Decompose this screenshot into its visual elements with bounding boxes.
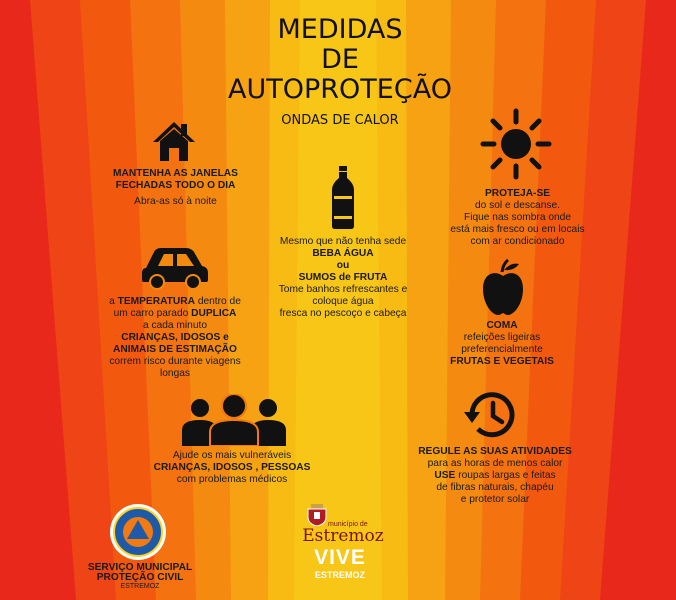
sun-line-5: com ar condicionado [470, 236, 565, 247]
sun-line-1: PROTEJA-SE [484, 188, 551, 199]
water-line-4: SUMOS de FRUTA [298, 272, 388, 283]
activity-line-1: REGULE AS SUAS ATIVIDADES [418, 446, 572, 457]
home-line-3: Abra-as só à noite [134, 196, 217, 207]
food-line-4: FRUTAS E VEGETAIS [450, 356, 554, 367]
people-group-icon [180, 394, 288, 446]
activity-line-2: para as horas de menos calor [427, 458, 563, 469]
title-line-1: MEDIDAS [277, 14, 403, 45]
food-line-2: refeições ligeiras [463, 332, 541, 343]
home-line-2: FECHADAS TODO O DIA [115, 180, 236, 191]
activity-line-5: e protetor solar [460, 494, 530, 505]
car-line-2: um carro parado DUPLICA [113, 308, 237, 319]
people-line-1: Ajude os mais vulneráveis [172, 450, 292, 461]
water-line-1: Mesmo que não tenha sede [279, 236, 407, 247]
car-icon [140, 246, 210, 290]
sun-block [440, 188, 595, 248]
sun-line-3: Fique nas sombra onde [463, 212, 572, 223]
municipality-small: município de [328, 521, 368, 528]
vive-logo: VIVE [314, 546, 366, 569]
civil-line-2: PROTEÇÃO CIVIL [96, 572, 184, 583]
water-line-7: fresca no pescoço e cabeça [279, 308, 407, 319]
title-line-2: DE [321, 44, 359, 75]
car-line-1: a TEMPERATURA dentro de [109, 296, 241, 307]
civil-line-3: ESTREMOZ [120, 583, 160, 590]
apple-icon [481, 258, 525, 316]
food-line-1: COMA [486, 320, 518, 331]
water-bottle-icon [330, 166, 356, 230]
civil-logo-text [80, 563, 200, 591]
car-line-6: correm risco durante viagens [109, 356, 241, 367]
water-line-2: BEBA ÁGUA [312, 248, 374, 259]
car-line-5: ANIMAIS DE ESTIMAÇÃO [113, 344, 237, 355]
activity-line-4: de fibras naturais, chapéu [436, 482, 554, 493]
water-line-6: coloque água [312, 296, 374, 307]
title-line-3: AUTOPROTEÇÃO [228, 74, 452, 105]
activity-line-3: USE roupas largas e feitas [434, 470, 556, 481]
sun-line-2: do sol e descanse. [475, 200, 560, 211]
car-line-7: longas [159, 368, 191, 379]
clock-history-icon [462, 390, 520, 440]
home-line-1: MANTENHA AS JANELAS [113, 168, 238, 179]
coat-of-arms-icon [307, 504, 327, 526]
subtitle: ONDAS DE CALOR [281, 113, 399, 128]
sun-icon [480, 108, 552, 180]
people-line-2: CRIANÇAS, IDOSOS , PESSOAS [153, 462, 311, 473]
car-line-4: CRIANÇAS, IDOSOS e [121, 332, 229, 343]
civil-protection-emblem-icon [108, 502, 168, 562]
water-block [258, 236, 428, 320]
civil-line-1: SERVIÇO MUNICIPAL [87, 562, 193, 573]
sun-line-4: está mais fresco ou em locais [450, 224, 585, 235]
people-line-3: com problemas médicos [176, 474, 288, 485]
municipality-name: Estremoz [302, 526, 384, 546]
home-block [88, 168, 263, 208]
food-line-3: preferencialmente [461, 344, 543, 355]
car-line-3: a cada minuto [143, 320, 207, 331]
food-block [442, 320, 562, 368]
people-block [146, 450, 318, 486]
house-icon [152, 120, 196, 162]
vive-logo-sub: ESTREMOZ [314, 570, 365, 580]
water-line-3: ou [336, 260, 350, 271]
activity-block [412, 446, 578, 506]
water-line-5: Tome banhos refrescantes e [278, 284, 408, 295]
car-block [92, 296, 258, 380]
